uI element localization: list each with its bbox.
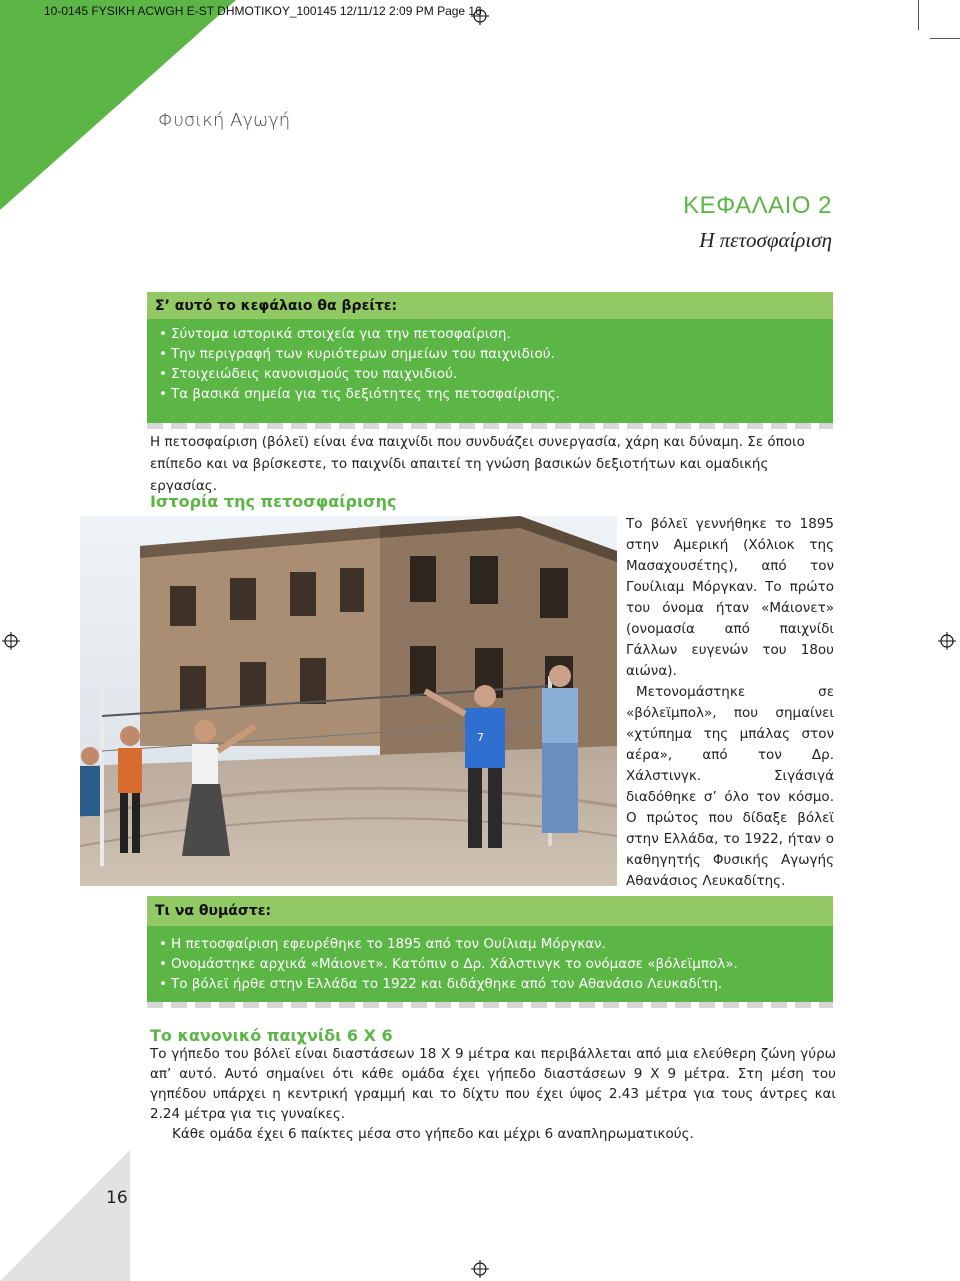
remember-box-body (147, 926, 833, 1002)
history-paragraph: Μετονομάστηκε σε «βόλεϊμπολ», που σημαίνει «χτύπημα της μπάλας στον αέρα», από τον Δρ. Χάλστινγκ. Σιγάσιγά διαδόθηκε σ’ όλο τον κόσμο. Ο πρώτος που δίδαξε βόλεϊ στην Ελλάδα, το 1922, ήταν ο καθηγητής Φυσικής Αγωγής Αθανάσιος Λευκαδίτης. (626, 684, 834, 889)
volleyball-photo (80, 516, 617, 886)
dashed-divider (147, 423, 833, 429)
history-paragraph: Το βόλεϊ γεννήθηκε το 1895 στην Αμερική (Χόλιοκ της Μασαχουσέτης), από τον Γουίλιαμ Μόργκαν. Το πρώτο του όνομα ήταν «Μάιονετ» (ονομασία από παιχνίδι Γάλλων ευγενών του 18ου αιώνα). (626, 516, 834, 679)
rules-paragraph: Το γήπεδο του βόλεϊ είναι διαστάσεων 18 Χ 9 μέτρα και περιβάλλεται από μια ελεύθερη ζώνη γύρω απ’ αυτό. Αυτό σημαίνει ότι κάθε ομάδα έχει γήπεδο διαστάσεων 9 Χ 9 μέτρα. Στη μέση του γηπέδου υπάρχει η κεντρική γραμμή και το δίχτυ που έχει ύψος 2.43 μέτρα για τους άντρες και 2.24 μέτρα για τις γυναίκες. (150, 1046, 836, 1122)
crop-mark (918, 0, 919, 30)
rules-heading: Το κανονικό παιχνίδι 6 Χ 6 (150, 1026, 393, 1045)
crop-mark (930, 38, 960, 39)
registration-mark-icon (938, 632, 956, 650)
registration-mark-icon (2, 632, 20, 650)
intro-paragraph: Η πετοσφαίριση (βόλεϊ) είναι ένα παιχνίδι που συνδυάζει συνεργασία, χάρη και δύναμη. Σε όποιο επίπεδο και να βρίσκεστε, το παιχνίδι απαιτεί τη γνώση βασικών δεξιοτήτων και ομαδικής εργασίας. (150, 434, 805, 494)
remember-box-heading: Τι να θυμάστε: (147, 896, 833, 926)
page-number: 16 (106, 1188, 128, 1208)
list-item: • Ονομάστηκε αρχικά «Μάιονετ». Κατόπιν ο Δρ. Χάλστινγκ το ονόμασε «βόλεϊμπολ». (157, 954, 823, 974)
list-item: • Τα βασικά σημεία για τις δεξιότητες της πετοσφαίρισης. (157, 384, 823, 404)
volleyball-photo-illustration (80, 516, 617, 886)
summary-box (147, 292, 833, 429)
history-text (626, 514, 834, 892)
print-slug: 10-0145 FYSIKH ACWGH E-ST DHMOTIKOY_100145 12/11/12 2:09 PM Page 16 (44, 4, 482, 18)
dashed-divider (147, 1002, 833, 1008)
list-item: • Το βόλεϊ ήρθε στην Ελλάδα το 1922 και διδάχθηκε από τον Αθανάσιο Λευκαδίτη. (157, 974, 823, 994)
corner-triangle-green (0, 0, 236, 210)
subject-header: Φυσική Αγωγή (158, 110, 291, 131)
summary-box-heading: Σ’ αυτό το κεφάλαιο θα βρείτε: (147, 292, 833, 319)
chapter-label: ΚΕΦΑΛΑΙΟ 2 (683, 192, 832, 219)
svg-text:7: 7 (477, 731, 484, 744)
list-item: • Σύντομα ιστορικά στοιχεία για την πετοσφαίριση. (157, 324, 823, 344)
registration-mark-icon (471, 1260, 489, 1278)
remember-box (147, 896, 833, 1008)
list-item: • Η πετοσφαίριση εφευρέθηκε το 1895 από τον Ουίλιαμ Μόργκαν. (157, 934, 823, 954)
corner-triangle-grey (0, 1150, 130, 1281)
list-item: • Την περιγραφή των κυριότερων σημείων του παιχνιδιού. (157, 344, 823, 364)
rules-paragraph: Κάθε ομάδα έχει 6 παίκτες μέσα στο γήπεδο και μέχρι 6 αναπληρωματικούς. (172, 1126, 694, 1142)
chapter-subtitle: Η πετοσφαίριση (699, 228, 832, 252)
history-heading: Ιστορία της πετοσφαίρισης (150, 492, 397, 511)
summary-box-body (147, 319, 833, 423)
rules-text (150, 1044, 836, 1144)
list-item: • Στοιχειώδεις κανονισμούς του παιχνιδιού. (157, 364, 823, 384)
